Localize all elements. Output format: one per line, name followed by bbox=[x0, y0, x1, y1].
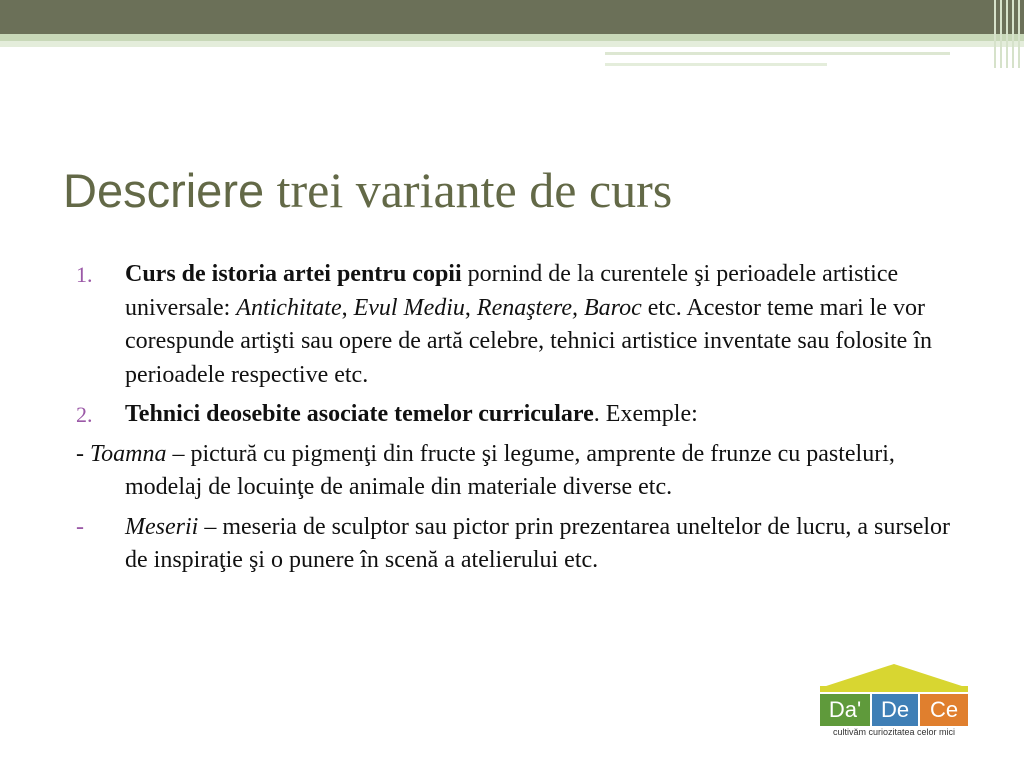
logo-box-da: Da' bbox=[820, 694, 870, 726]
top-stripe bbox=[0, 41, 1024, 47]
roof-icon bbox=[818, 662, 970, 694]
list-number: 1. bbox=[76, 262, 93, 287]
list-item: 2. Tehnici deosebite asociate temelor curriculare. Exemple: bbox=[76, 398, 956, 432]
slide-body bbox=[76, 258, 956, 584]
dadece-logo bbox=[818, 662, 970, 738]
logo-box-de: De bbox=[872, 694, 918, 726]
dash-bullet: - bbox=[76, 513, 84, 540]
list-item: - Toamna – pictură cu pigmenţi din fructe şi legume, amprente de frunze cu pasteluri, modelaj de locuinţe de animale din materiale diverse etc. bbox=[76, 440, 895, 500]
logo-box-ce: Ce bbox=[920, 694, 968, 726]
list-item: 1. Curs de istoria artei pentru copii pornind de la curentele şi perioadele artistice universale: Antichitate, Evul Mediu, Renaştere, Baroc etc. Acestor teme mari le vor corespunde artişti sau opere de artă celebre, tehnici artistice inventate sau folosite în perioadele respective etc. bbox=[76, 258, 956, 392]
top-stripe bbox=[0, 34, 1024, 41]
corner-decoration bbox=[992, 0, 1024, 68]
top-banner bbox=[0, 0, 1024, 34]
accent-line bbox=[605, 63, 827, 66]
logo-tagline: cultivăm curiozitatea celor mici bbox=[832, 727, 956, 737]
accent-line bbox=[605, 52, 950, 55]
list-item: - Meserii – meseria de sculptor sau pictor prin prezentarea uneltelor de lucru, a surselor de inspiraţie şi o punere în scenă a atelierului etc. bbox=[76, 511, 956, 578]
list-number: 2. bbox=[76, 402, 93, 427]
slide-title: Descriere trei variante de curs bbox=[63, 162, 673, 218]
